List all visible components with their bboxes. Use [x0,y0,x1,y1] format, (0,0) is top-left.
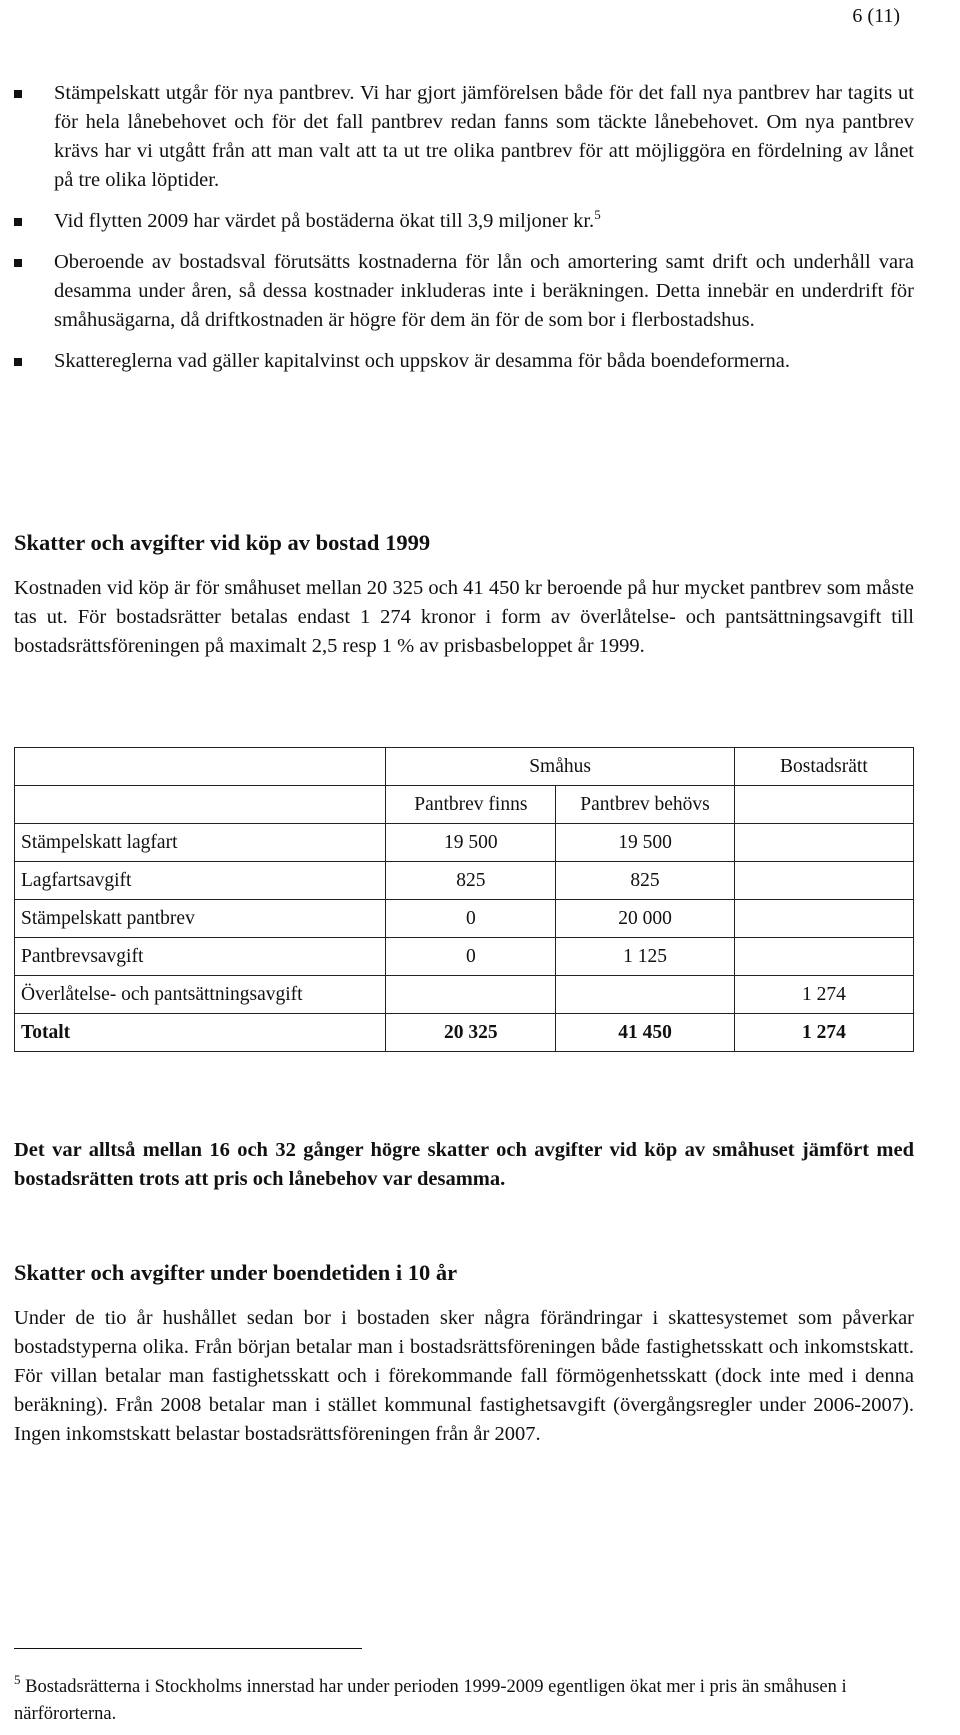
square-bullet-icon [14,358,22,366]
cell-pantbrev-behovs: 41 450 [556,1014,735,1052]
list-item-text: Stämpelskatt utgår för nya pantbrev. Vi har gjort jämförelsen både för det fall nya pantbrev har tagits ut för hela lånebehovet och för det fall pantbrev redan fanns som täckte lånebehovet. Om nya pantbrev krävs har vi utgått från att man valt att ta ut tre olika pantbrev för att möjliggöra en fördelning av lånet på tre olika löptider. [54,82,914,191]
subheader-pantbrev-finns: Pantbrev finns [386,786,556,824]
purchase-paragraph: Kostnaden vid köp är för småhuset mellan 20 325 och 41 450 kr beroende på hur mycket pantbrev som måste tas ut. För bostadsrätter betalas endast 1 274 kronor i form av överlåtelse- och pantsättningsavgift till bostadsrättsföreningen på maximalt 2,5 resp 1 % av prisbasbeloppet år 1999. [14,577,914,657]
list-item-text: Skattereglerna vad gäller kapitalvinst och uppskov är desamma för båda boendeformerna. [54,350,791,372]
square-bullet-icon [14,259,22,267]
cell-pantbrev-behovs: 20 000 [556,900,735,938]
cell-pantbrev-behovs: 1 125 [556,938,735,976]
footnote-text: Bostadsrätterna i Stockholms innerstad har under perioden 1999-2009 egentligen ökat mer i pris än småhusen i närförorterna. [14,1677,847,1724]
square-bullet-icon [14,218,22,226]
table-header-row [15,748,914,786]
row-label: Pantbrevsavgift [15,938,386,976]
table-row [15,824,914,862]
cell-bostadsratt [734,938,913,976]
empty-header-cell [15,748,386,786]
list-item [14,207,914,236]
footnote [14,1674,914,1728]
cell-pantbrev-finns: 825 [386,862,556,900]
cell-bostadsratt: 1 274 [734,1014,913,1052]
header-smahus: Småhus [386,748,734,786]
empty-subheader-cell [734,786,913,824]
page-number: 6 (11) [852,5,900,27]
cell-pantbrev-finns: 0 [386,938,556,976]
row-label: Lagfartsavgift [15,862,386,900]
header-bostadsratt: Bostadsrätt [734,748,913,786]
row-label: Stämpelskatt lagfart [15,824,386,862]
empty-subheader-cell [15,786,386,824]
cell-pantbrev-behovs: 825 [556,862,735,900]
cell-bostadsratt [734,900,913,938]
conclusion-paragraph: Det var alltså mellan 16 och 32 gånger högre skatter och avgifter vid köp av småhuset jämfört med bostadsrätten trots att pris och lånebehov var desamma. [14,1139,914,1190]
table-row [15,862,914,900]
cell-pantbrev-finns [386,976,556,1014]
table-row [15,938,914,976]
row-label: Totalt [15,1014,386,1052]
list-item [14,248,914,335]
table-row [15,976,914,1014]
cell-pantbrev-finns: 20 325 [386,1014,556,1052]
table-total-row [15,1014,914,1052]
cell-bostadsratt [734,862,913,900]
table-row [15,900,914,938]
section-heading-purchase: Skatter och avgifter vid köp av bostad 1999 [14,530,431,555]
row-label: Stämpelskatt pantbrev [15,900,386,938]
table-subheader-row [15,786,914,824]
footnote-number: 5 [14,1672,21,1687]
cost-table [14,747,914,1052]
cell-bostadsratt [734,824,913,862]
cell-pantbrev-behovs [556,976,735,1014]
row-label: Överlåtelse- och pantsättningsavgift [15,976,386,1014]
footnote-divider [14,1648,362,1649]
list-item [14,79,914,195]
list-item [14,347,914,376]
cell-pantbrev-finns: 19 500 [386,824,556,862]
list-item-text: Oberoende av bostadsval förutsätts kostnaderna för lån och amortering samt drift och underhåll vara desamma under åren, så dessa kostnader inkluderas inte i beräkningen. Detta innebär en underdrift för småhusägarna, då driftkostnaden är högre för dem än för de som bor i flerbostadshus. [54,251,914,331]
assumption-list [14,79,914,388]
section-heading-residence: Skatter och avgifter under boendetiden i 10 år [14,1260,458,1285]
list-item-text: Vid flytten 2009 har värdet på bostäderna ökat till 3,9 miljoner kr. [54,210,595,232]
cell-pantbrev-finns: 0 [386,900,556,938]
cell-pantbrev-behovs: 19 500 [556,824,735,862]
square-bullet-icon [14,90,22,98]
residence-paragraph: Under de tio år hushållet sedan bor i bostaden sker några förändringar i skattesystemet som påverkar bostadstyperna olika. Från början betalar man i bostadsrättsföreningen både fastighetsskatt och inkomstskatt. För villan betalar man fastighetsskatt och i förekommande fall förmögenhetsskatt (dock inte med i denna beräkning). Från 2008 betalar man i stället kommunal fastighetsavgift (övergångsregler under 2006-2007). Ingen inkomstskatt belastar bostadsrättsföreningen från år 2007. [14,1307,914,1445]
footnote-reference[interactable]: 5 [594,207,601,222]
subheader-pantbrev-behovs: Pantbrev behövs [556,786,735,824]
cell-bostadsratt: 1 274 [734,976,913,1014]
